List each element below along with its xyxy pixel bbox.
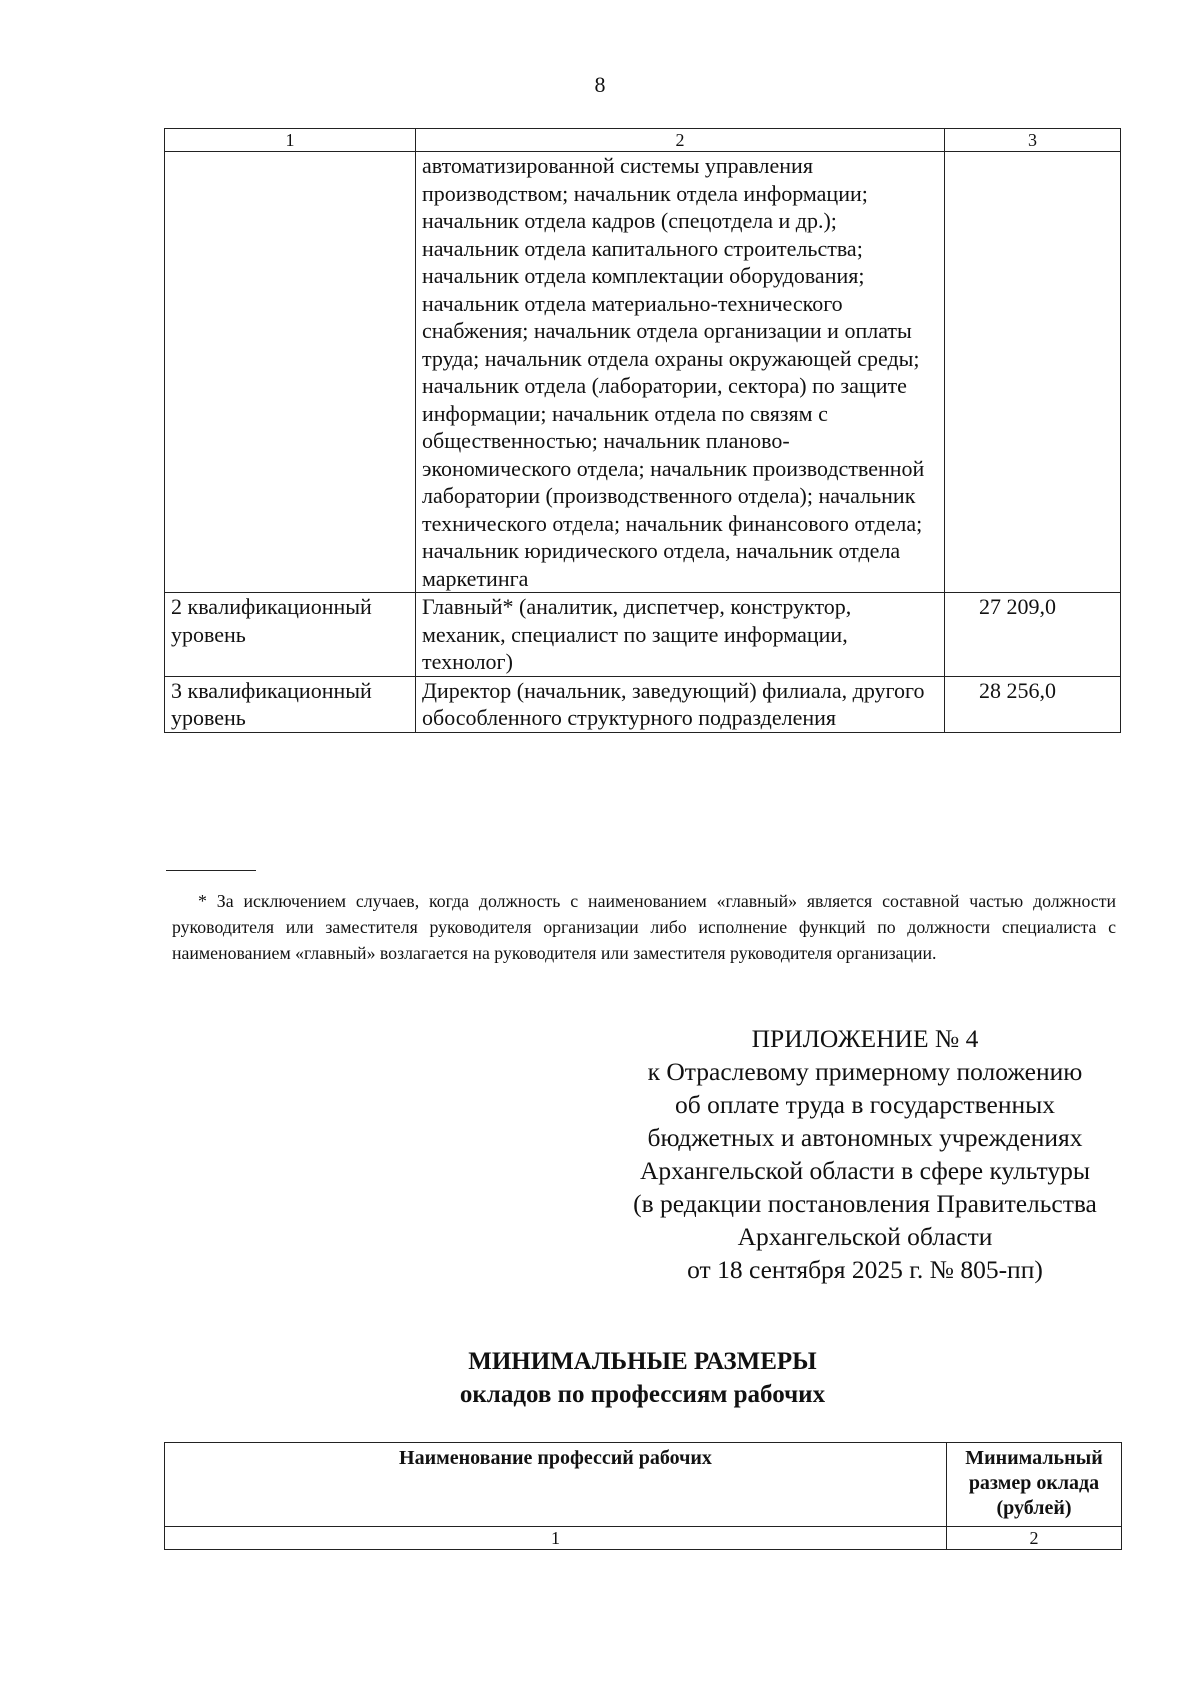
document-title [0, 1345, 1200, 1411]
appendix-line: (в редакции постановления Правительства [633, 1189, 1097, 1218]
salary-cell: 27 209,0 [945, 593, 1121, 677]
appendix-line: ПРИЛОЖЕНИЕ № 4 [751, 1024, 979, 1053]
min-salary-header-line: (рублей) [996, 1497, 1072, 1519]
table-row [165, 676, 1121, 732]
column-number-row [165, 1527, 1122, 1550]
qualification-level-cell: 3 квалификационный уровень [165, 676, 416, 732]
appendix-header [585, 1022, 1145, 1286]
qualification-level-cell: 2 квалификационный уровень [165, 593, 416, 677]
qualification-level-cell [165, 152, 416, 593]
appendix-line: об оплате труда в государственных [674, 1090, 1056, 1119]
footnote-separator [166, 870, 256, 871]
table-row [165, 593, 1121, 677]
profession-name-header: Наименование профессий рабочих [165, 1443, 947, 1527]
worker-salary-table [164, 1442, 1122, 1550]
table-row [165, 152, 1121, 593]
column-number-1: 1 [165, 1527, 947, 1550]
min-salary-header-line: размер оклада [968, 1472, 1100, 1494]
title-line-2: окладов по профессиям рабочих [459, 1381, 826, 1408]
positions-cell: автоматизированной системы управления производством; начальник отдела информации; начальник отдела кадров (спецотдела и др.); начальник отдела капитального строительства; начальник отдела комплектации оборудования; начальник отдела материально-технического снабжения; начальник отдела организации и оплаты труда; начальник отдела охраны окружающей среды; начальник отдела (лаборатории, сектора) по защите информации; начальник отдела по связям с общественностью; начальник планово-экономического отдела; начальник производственной лаборатории (производственного отдела); начальник технического отдела; начальник финансового отдела; начальник юридического отдела, начальник отдела маркетинга [416, 152, 945, 593]
footnote: * За исключением случаев, когда должность с наименованием «главный» является составной частью должности руководителя или заместителя руководителя организации либо исполнение функций по должности специалиста с наименованием «главный» возлагается на руководителя или заместителя руководителя организации. [172, 891, 1116, 963]
appendix-line: Архангельской области в сфере культуры [640, 1156, 1090, 1185]
appendix-line: Архангельской области [737, 1222, 993, 1251]
qualification-table [164, 128, 1121, 733]
title-line-1: МИНИМАЛЬНЫЕ РАЗМЕРЫ [468, 1348, 817, 1375]
appendix-line: к Отраслевому примерному положению [647, 1057, 1083, 1086]
table-header-row [165, 1443, 1122, 1527]
appendix-line: от 18 сентября 2025 г. № 805-пп) [687, 1255, 1043, 1284]
min-salary-header-line: Минимальный [965, 1447, 1103, 1469]
appendix-line: бюджетных и автономных учреждениях [647, 1123, 1083, 1152]
column-number-2: 2 [947, 1527, 1122, 1550]
min-salary-header [947, 1443, 1122, 1527]
positions-cell: Главный* (аналитик, диспетчер, конструктор, механик, специалист по защите информации, технолог) [416, 593, 945, 677]
table-header-row [165, 129, 1121, 152]
column-number-2: 2 [416, 129, 945, 152]
salary-cell [945, 152, 1121, 593]
salary-cell: 28 256,0 [945, 676, 1121, 732]
column-number-3: 3 [945, 129, 1121, 152]
page-number: 8 [594, 72, 606, 97]
column-number-1: 1 [165, 129, 416, 152]
positions-cell: Директор (начальник, заведующий) филиала, другого обособленного структурного подразделения [416, 676, 945, 732]
